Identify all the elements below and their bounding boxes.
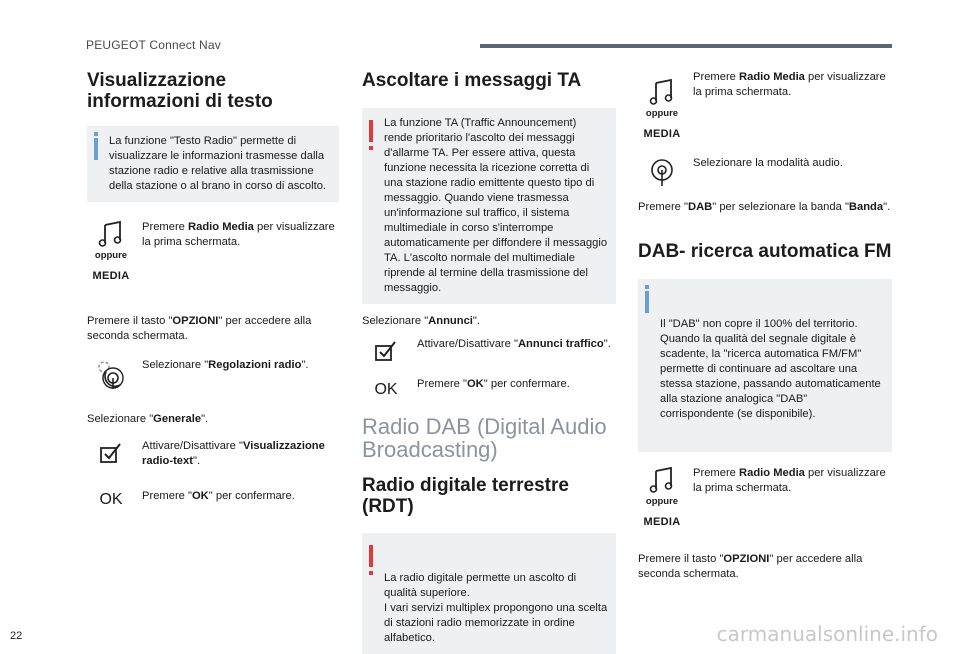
media-button-icon (638, 78, 686, 140)
info-box: La funzione "Testo Radio" permette di visualizzare le informazioni trasmesse dalla stazione radio e relative alla trasmissione della stazione o al brano in corso di ascolto. (87, 126, 339, 202)
info-icon (94, 138, 98, 160)
oppure-label: oppure (94, 250, 128, 261)
media-step (638, 70, 892, 142)
radio-icon (638, 154, 686, 188)
options-step: Premere il tasto "OPZIONI" per accedere alla seconda schermata. (638, 553, 863, 580)
step-text: Premere "OK" per confermare. (417, 378, 570, 390)
dab-heading: Radio DAB (Digital Audio Broadcasting) (362, 414, 607, 462)
ok-button-icon: OK (99, 491, 123, 508)
ok-button-icon: OK (374, 381, 398, 398)
section-heading: Visualizzazione informazioni di testo (87, 70, 273, 112)
step-text: Attivare/Disattivare "Annunci traffico". (417, 338, 611, 350)
checkbox-icon (362, 339, 410, 363)
ok-step (362, 377, 616, 403)
info-icon (645, 291, 649, 313)
toggle-step (362, 337, 616, 377)
warning-box: La funzione TA (Traffic Announcement) rende prioritario l'ascolto dei messaggi d'allarme TA. Per essere attiva, questa funzione necessita la ricezione corretta di una stazione radio emittente questo tipo di messaggio. Quando viene trasmessa un'informazione sul traffico, il sistema multimediale in corso s'interrompe automaticamente per diffondere il messaggio TA. L'ascolto normale del multimediale riprende al termine della trasmissione del messaggio. (362, 108, 616, 304)
music-note-icon (649, 466, 675, 494)
header-rule (480, 44, 892, 48)
media-button-icon (87, 220, 135, 282)
media-step (87, 220, 339, 292)
step-text: Attivare/Disattivare "Visualizzazione radio-text". (142, 440, 325, 467)
media-step (638, 466, 892, 538)
music-note-icon (98, 220, 124, 248)
checkbox-icon (87, 441, 135, 465)
section-heading: Ascoltare i messaggi TA (362, 70, 582, 91)
page-number: 22 (10, 630, 23, 642)
section-heading: DAB- ricerca automatica FM (638, 241, 892, 262)
step-text: Premere Radio Media per visualizzare la prima schermata. (693, 71, 886, 98)
oppure-label: oppure (645, 108, 679, 119)
watermark: carmanualsonline.info (716, 622, 938, 646)
warning-box: La radio digitale permette un ascolto di qualità superiore. I vari servizi multiplex propongono una scelta di stazioni radio memorizzate in ordine alfabetico. (362, 533, 616, 654)
running-header: PEUGEOT Connect Nav (86, 38, 221, 52)
step-text: Premere Radio Media per visualizzare la prima schermata. (142, 221, 335, 248)
column-2 (362, 70, 616, 654)
warning-icon (369, 120, 373, 142)
toggle-step (87, 439, 339, 479)
info-box: Il "DAB" non copre il 100% del territorio. Quando la qualità del segnale digitale è scadente, la "ricerca automatica FM/FM" permette di continuare ad ascoltare una stessa stazione, passando automaticamente alla stazione analogica "DAB" corrispondente (se disponibile). (638, 279, 892, 452)
media-label: MEDIA (92, 270, 130, 282)
media-label: MEDIA (643, 128, 681, 140)
media-button-icon (638, 466, 686, 528)
mode-step (638, 154, 892, 194)
rdt-heading: Radio digitale terrestre (RDT) (362, 475, 569, 517)
step-text: Premere "OK" per confermare. (142, 490, 295, 502)
music-note-icon (649, 78, 675, 106)
column-1 (87, 70, 339, 513)
column-3 (638, 70, 892, 582)
oppure-label: oppure (645, 496, 679, 507)
general-step: Selezionare "Generale". (87, 413, 209, 425)
step-text: Premere Radio Media per visualizzare la prima schermata. (693, 467, 886, 494)
ok-step (87, 489, 339, 513)
step-text: Selezionare la modalità audio. (693, 157, 843, 169)
band-step: Premere "DAB" per selezionare la banda "Banda". (638, 201, 891, 213)
announce-step: Selezionare "Annunci". (362, 315, 481, 327)
settings-step (87, 358, 339, 396)
step-text: Selezionare "Regolazioni radio". (142, 359, 309, 371)
options-step: Premere il tasto "OPZIONI" per accedere alla seconda schermata. (87, 315, 312, 342)
radio-settings-icon (87, 358, 135, 392)
warning-icon (369, 545, 373, 567)
media-label: MEDIA (643, 516, 681, 528)
